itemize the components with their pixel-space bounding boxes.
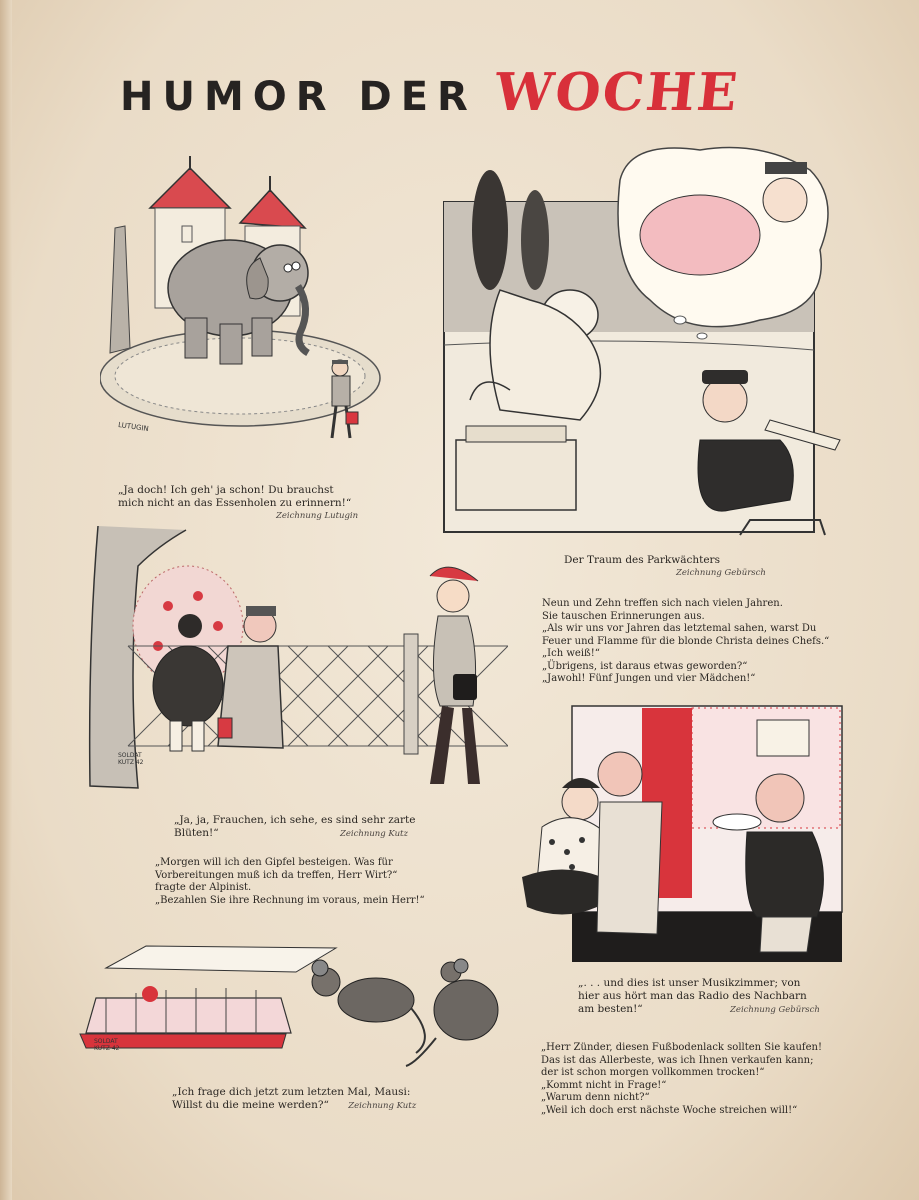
- credit-music: Zeichnung Gebürsch: [730, 1005, 820, 1015]
- joke-line: „Bezahlen Sie ihre Rechnung im voraus, mein Herr!“: [155, 894, 425, 906]
- elephant-signature: LUTUGIN: [117, 420, 150, 434]
- joke-line: „Morgen will ich den Gipfel besteigen. Was für: [155, 857, 393, 868]
- caption-line: [174, 827, 415, 841]
- credit-elephant: Zeichnung Lutugin: [276, 511, 359, 521]
- joke-line: Sie tauschen Erinnerungen aus.: [542, 610, 705, 622]
- caption-fence: [174, 814, 415, 841]
- caption-line: „Ja, ja, Frauchen, ich sehe, es sind sehr zarte: [174, 814, 416, 826]
- joke-line: Feuer und Flamme für die blonde Christa deines Chefs.“: [542, 635, 830, 647]
- joke-line: „Jawohl! Fünf Jungen und vier Mädchen!“: [542, 673, 756, 684]
- caption-line-text: Blüten!“: [174, 827, 219, 839]
- masthead-part1: HUMOR DER: [120, 74, 477, 120]
- joke-line: „Herr Zünder, diesen Fußbodenlack sollten Sie kaufen!: [541, 1042, 822, 1053]
- caption-line: [172, 1099, 416, 1113]
- joke-line: „Weil ich doch erst nächste Woche streichen will!“: [541, 1104, 798, 1116]
- joke-line: „Ich weiß!“: [542, 648, 600, 659]
- credit-mouse: Zeichnung Kutz: [348, 1101, 417, 1111]
- caption-line-text: am besten!“: [578, 1003, 643, 1015]
- joke-line: der ist schon morgen vollkommen trocken!“: [541, 1067, 765, 1078]
- cartoon-park: [440, 140, 860, 550]
- joke-line: Das ist das Allerbeste, was ich Ihnen verkaufen kann;: [541, 1054, 814, 1066]
- joke-line: fragte der Alpinist.: [155, 882, 252, 893]
- page-edge: [0, 0, 12, 1200]
- joke-alpinist: [155, 857, 425, 907]
- joke-varnish: [541, 1042, 822, 1117]
- joke-line: „Warum denn nicht?“: [541, 1092, 650, 1103]
- caption-line: hier aus hört man das Radio des Nachbarn: [578, 990, 807, 1002]
- credit-fence: Zeichnung Kutz: [339, 829, 408, 839]
- caption-park-title: Der Traum des Parkwächters: [564, 554, 720, 566]
- joke-line: „Übrigens, ist daraus etwas geworden?“: [542, 660, 748, 672]
- caption-line: [578, 1003, 820, 1017]
- caption-line: „Ja doch! Ich geh' ja schon! Du brauchst: [118, 484, 334, 496]
- caption-line: „. . . und dies ist unser Musikzimmer; von: [578, 977, 801, 989]
- masthead: [120, 62, 742, 126]
- caption-line: „Ich frage dich jetzt zum letzten Mal, Mausi:: [172, 1086, 411, 1098]
- caption-mouse: [172, 1086, 416, 1113]
- mouse-signature: SOLDAT KUTZ 42: [94, 1038, 120, 1052]
- mouse-illustration: [76, 938, 506, 1078]
- credit-park: Zeichnung Gebürsch: [676, 568, 766, 578]
- joke-line: „Als wir uns vor Jahren das letztemal sahen, warst Du: [542, 623, 817, 634]
- music-illustration: [512, 702, 852, 972]
- caption-elephant: [118, 484, 358, 523]
- masthead-part2: WOCHE: [491, 62, 742, 123]
- joke-line: Vorbereitungen muß ich da treffen, Herr Wirt?“: [155, 869, 398, 881]
- joke-reunion: [542, 598, 829, 686]
- joke-line: „Kommt nicht in Frage!“: [541, 1079, 667, 1091]
- caption-line-text: Willst du die meine werden?“: [172, 1099, 329, 1111]
- cartoon-mouse: [76, 938, 506, 1078]
- joke-line: Neun und Zehn treffen sich nach vielen Jahren.: [542, 598, 783, 609]
- caption-park: [564, 554, 766, 580]
- elephant-illustration: [100, 148, 390, 468]
- cartoon-music: [512, 702, 852, 972]
- caption-line: mich nicht an das Essenholen zu erinnern!“: [118, 497, 352, 509]
- cartoon-elephant: [100, 148, 390, 468]
- cartoon-fence: [68, 526, 508, 796]
- caption-music: [578, 977, 820, 1017]
- fence-signature: SOLDAT KUTZ 42: [118, 752, 144, 766]
- park-illustration: [440, 140, 860, 550]
